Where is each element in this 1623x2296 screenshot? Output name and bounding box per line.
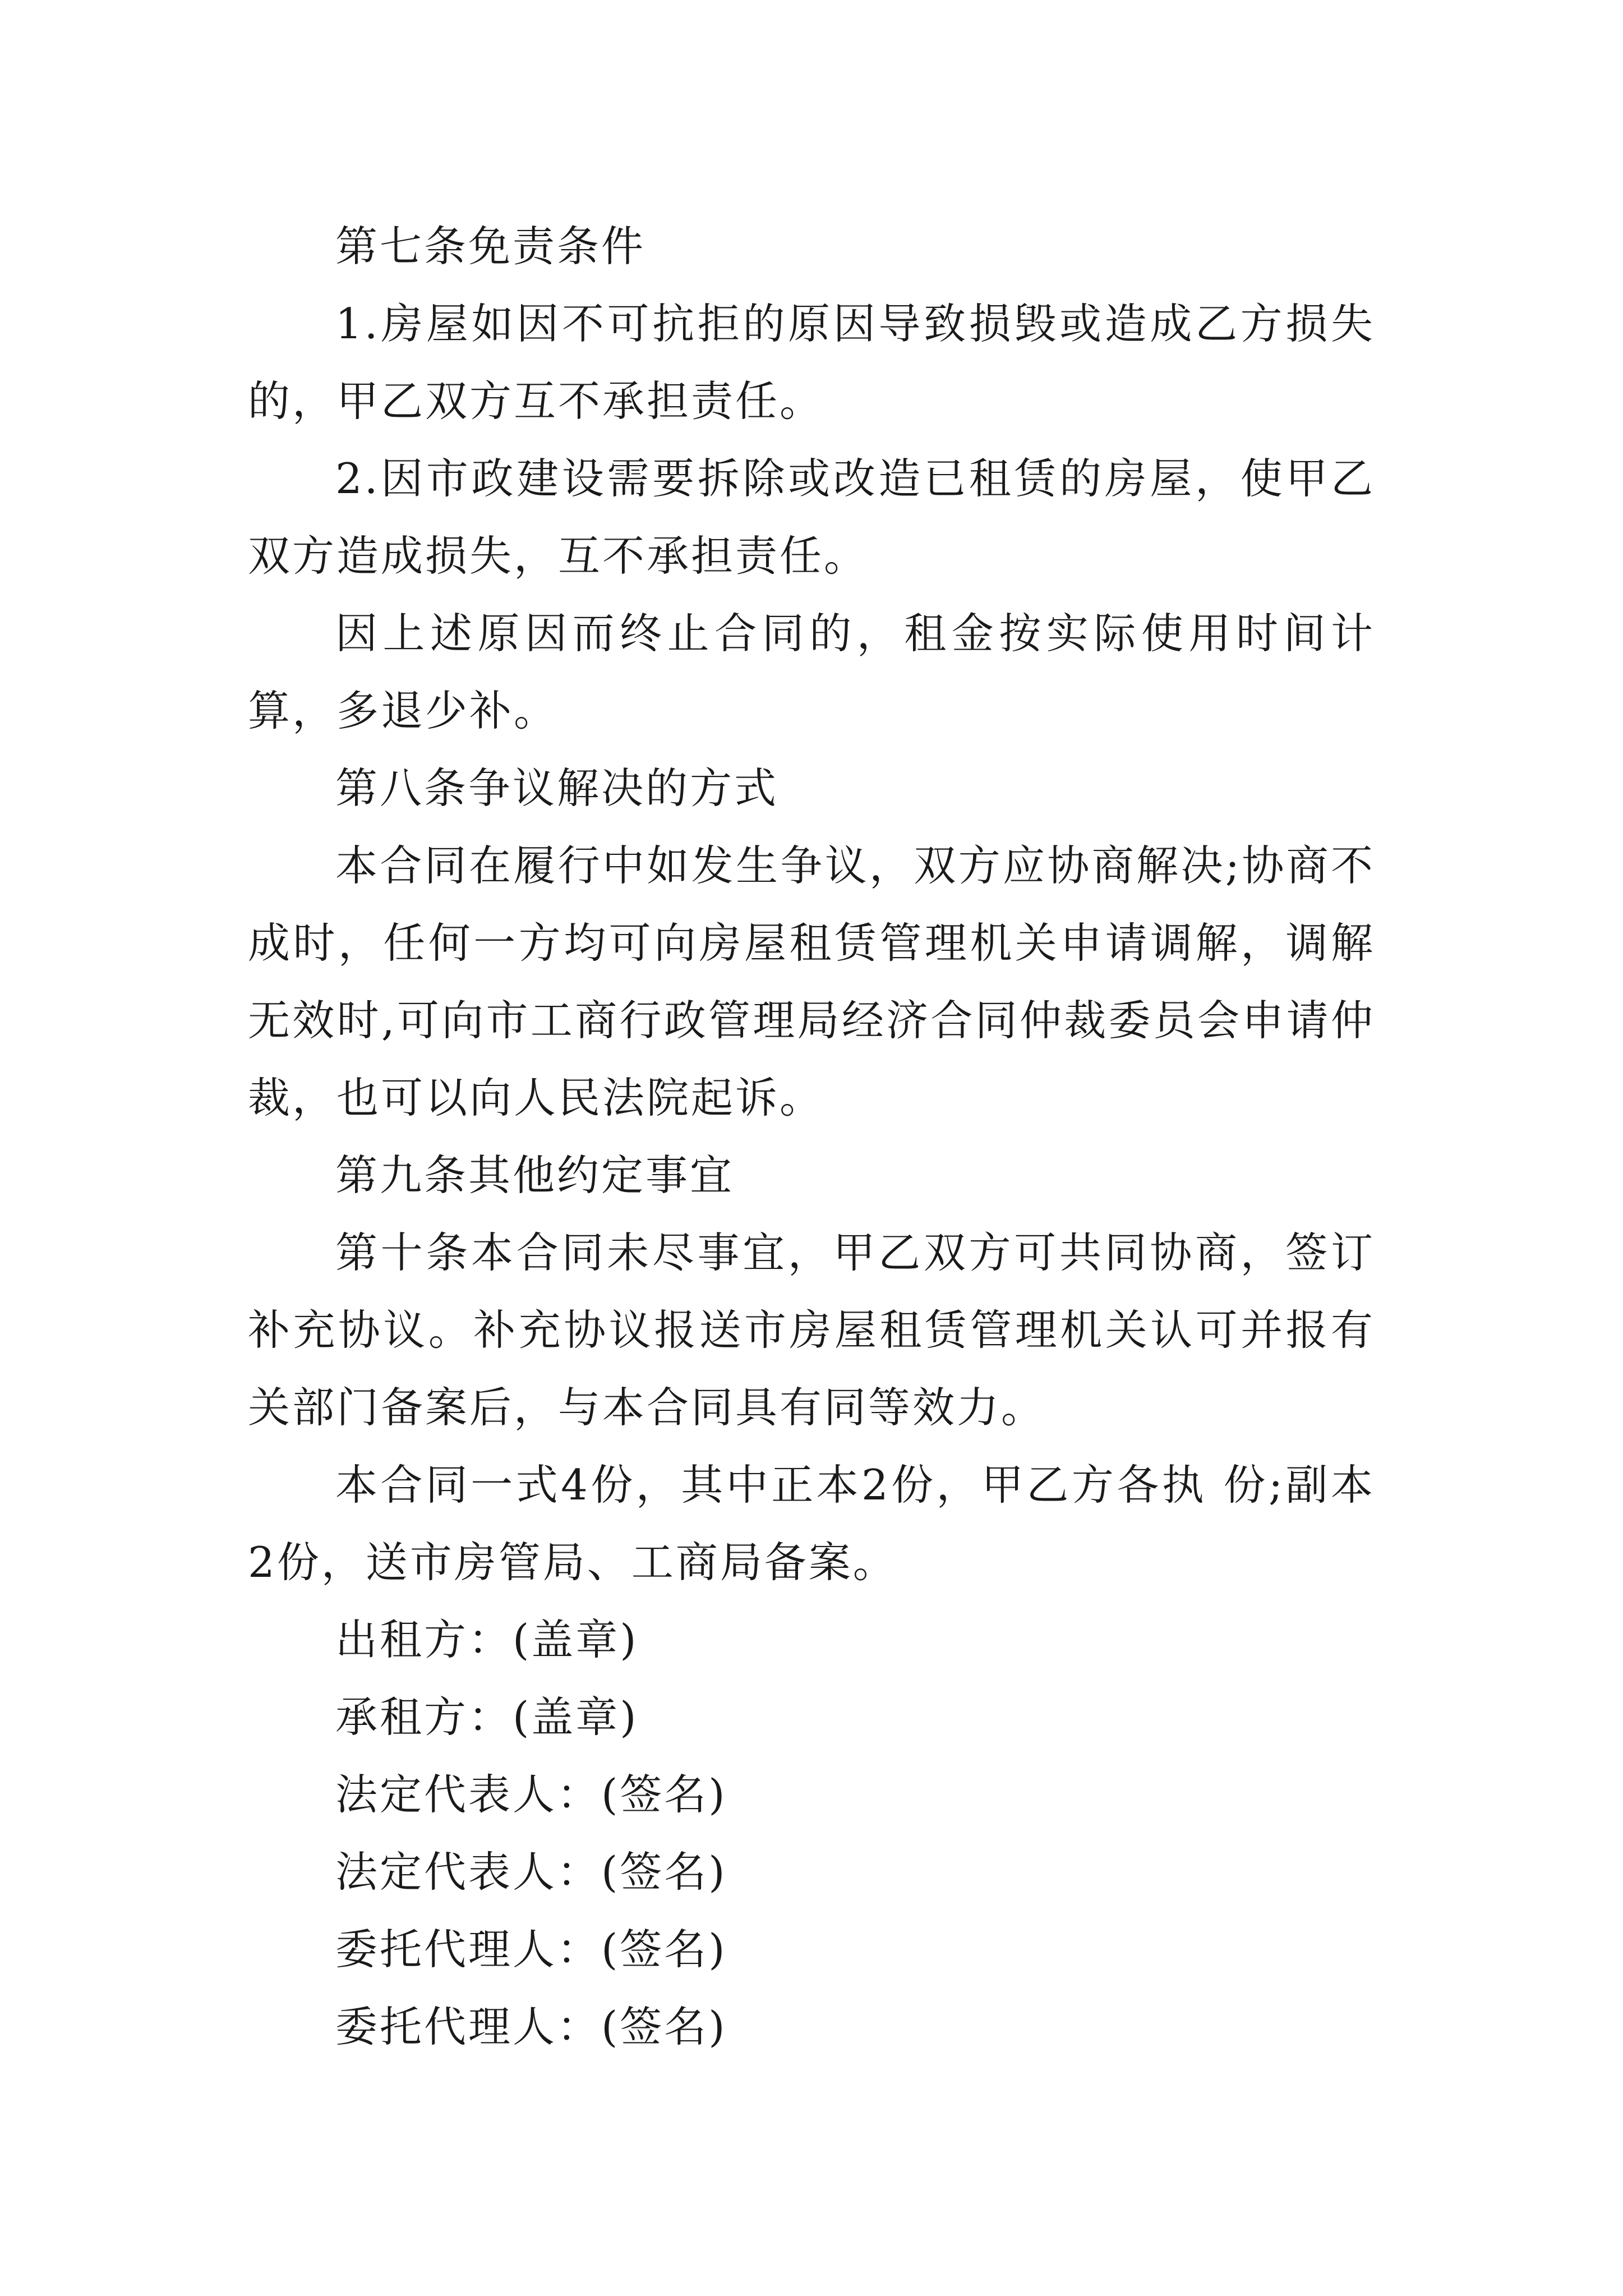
- article-7-clause-1: 1.房屋如因不可抗拒的原因导致损毁或造成乙方损失的，甲乙双方互不承担责任。: [248, 299, 1375, 426]
- document-body: [248, 208, 1375, 2065]
- article-7-rent-settlement: 因上述原因而终止合同的，租金按实际使用时间计算，多退少补。: [248, 609, 1375, 735]
- lessee-signature-line: 承租方：(盖章): [335, 1692, 639, 1742]
- article-7-clause-2: 2.因市政建设需要拆除或改造已租赁的房屋，使甲乙双方造成损失，互不承担责任。: [248, 454, 1375, 581]
- article-7-heading: 第七条免责条件: [335, 222, 646, 271]
- lessor-signature-line: 出租方：(盖章): [335, 1615, 639, 1664]
- agent-signature-line-1: 委托代理人：(签名): [335, 1925, 727, 1974]
- article-8-heading: 第八条争议解决的方式: [335, 763, 779, 813]
- article-8-body: 本合同在履行中如发生争议，双方应协商解决;协商不成时，任何一方均可向房屋租赁管理机关申请调解，调解无效时,可向市工商行政管理局经济合同仲裁委员会申请仲裁，也可以向人民法院起诉。: [248, 841, 1375, 1122]
- legal-rep-signature-line-1: 法定代表人：(签名): [335, 1770, 727, 1819]
- copies-clause: 本合同一式4份，其中正本2份，甲乙方各执 份;副本2份，送市房管局、工商局备案。: [248, 1460, 1375, 1587]
- article-9-heading: 第九条其他约定事宜: [335, 1151, 735, 1200]
- agent-signature-line-2: 委托代理人：(签名): [335, 2002, 727, 2051]
- article-10-body: 第十条本合同未尽事宜，甲乙双方可共同协商，签订补充协议。补充协议报送市房屋租赁管理机关认可并报有关部门备案后，与本合同具有同等效力。: [248, 1228, 1375, 1432]
- legal-rep-signature-line-2: 法定代表人：(签名): [335, 1847, 727, 1897]
